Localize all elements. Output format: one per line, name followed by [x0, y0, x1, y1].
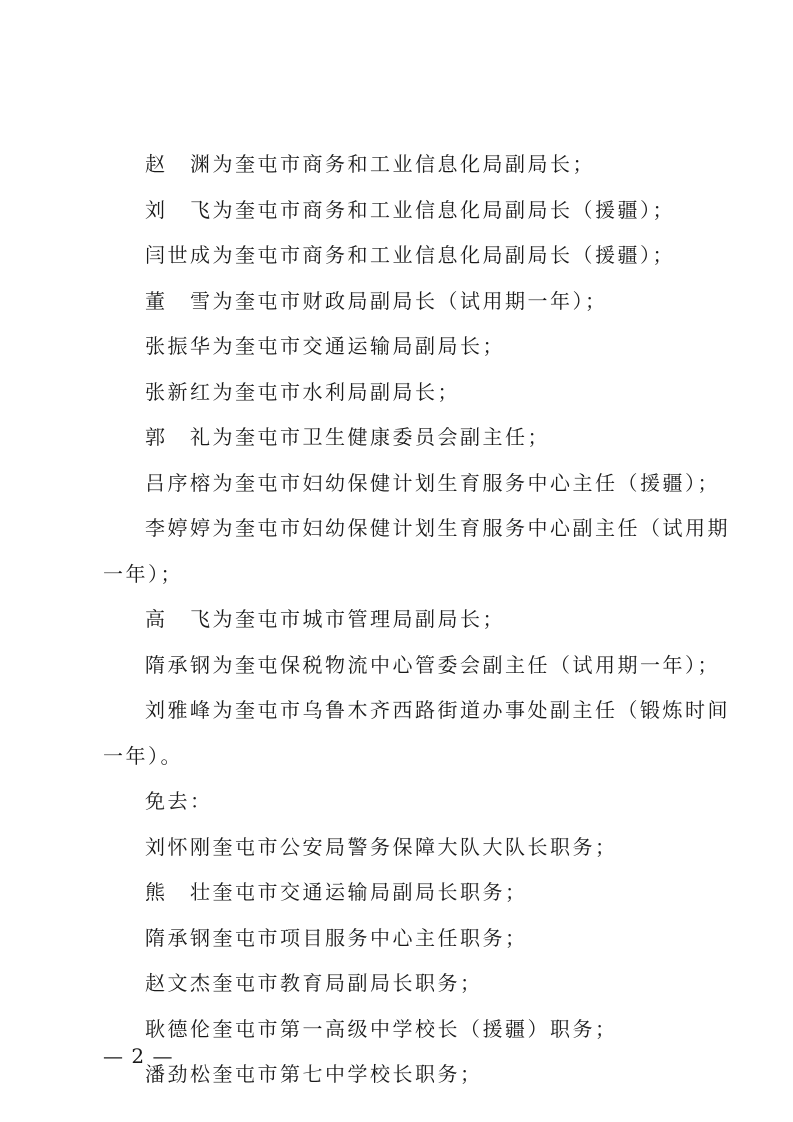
text-line: 刘怀刚奎屯市公安局警务保障大队大队长职务； — [145, 834, 618, 859]
document-body — [103, 142, 730, 1098]
text-line: 闫世成为奎屯市商务和工业信息化局副局长（援疆）； — [145, 243, 675, 267]
text-line: 熊 壮奎屯市交通运输局副局长职务； — [145, 880, 528, 904]
text-line: 赵文杰奎屯市教育局副局长职务； — [145, 971, 483, 995]
text-line: 董 雪为奎屯市财政局副局长（试用期一年）； — [145, 288, 608, 313]
text-line: 免去： — [145, 789, 213, 813]
text-line: 高 飞为奎屯市城市管理局副局长； — [145, 607, 505, 631]
text-line: 张振华为奎屯市交通运输局副局长； — [145, 334, 505, 358]
text-line: 吕序榕为奎屯市妇幼保健计划生育服务中心主任（援疆）； — [145, 470, 720, 495]
text-line: 刘雅峰为奎屯市乌鲁木齐西路街道办事处副主任（锻炼时间 — [145, 698, 730, 722]
text-line: 张新红为奎屯市水利局副局长； — [145, 379, 460, 404]
text-line: 耿德伦奎屯市第一高级中学校长（援疆）职务； — [145, 1016, 618, 1041]
text-line: 一年）； — [103, 561, 183, 586]
text-line: 郭 礼为奎屯市卫生健康委员会副主任； — [145, 425, 550, 449]
page-number: — 2 — — [103, 1044, 174, 1068]
text-line: 刘 飞为奎屯市商务和工业信息化局副局长（援疆）； — [145, 197, 675, 222]
text-line: 一年）。 — [103, 743, 183, 768]
text-line: 隋承钢为奎屯保税物流中心管委会副主任（试用期一年）； — [145, 652, 720, 677]
text-line: 赵 渊为奎屯市商务和工业信息化局副局长； — [145, 152, 595, 176]
text-line: 李婷婷为奎屯市妇幼保健计划生育服务中心副主任（试用期 — [145, 516, 730, 540]
text-line: 潘劲松奎屯市第七中学校长职务； — [145, 1062, 483, 1086]
text-line: 隋承钢奎屯市项目服务中心主任职务； — [145, 925, 528, 950]
